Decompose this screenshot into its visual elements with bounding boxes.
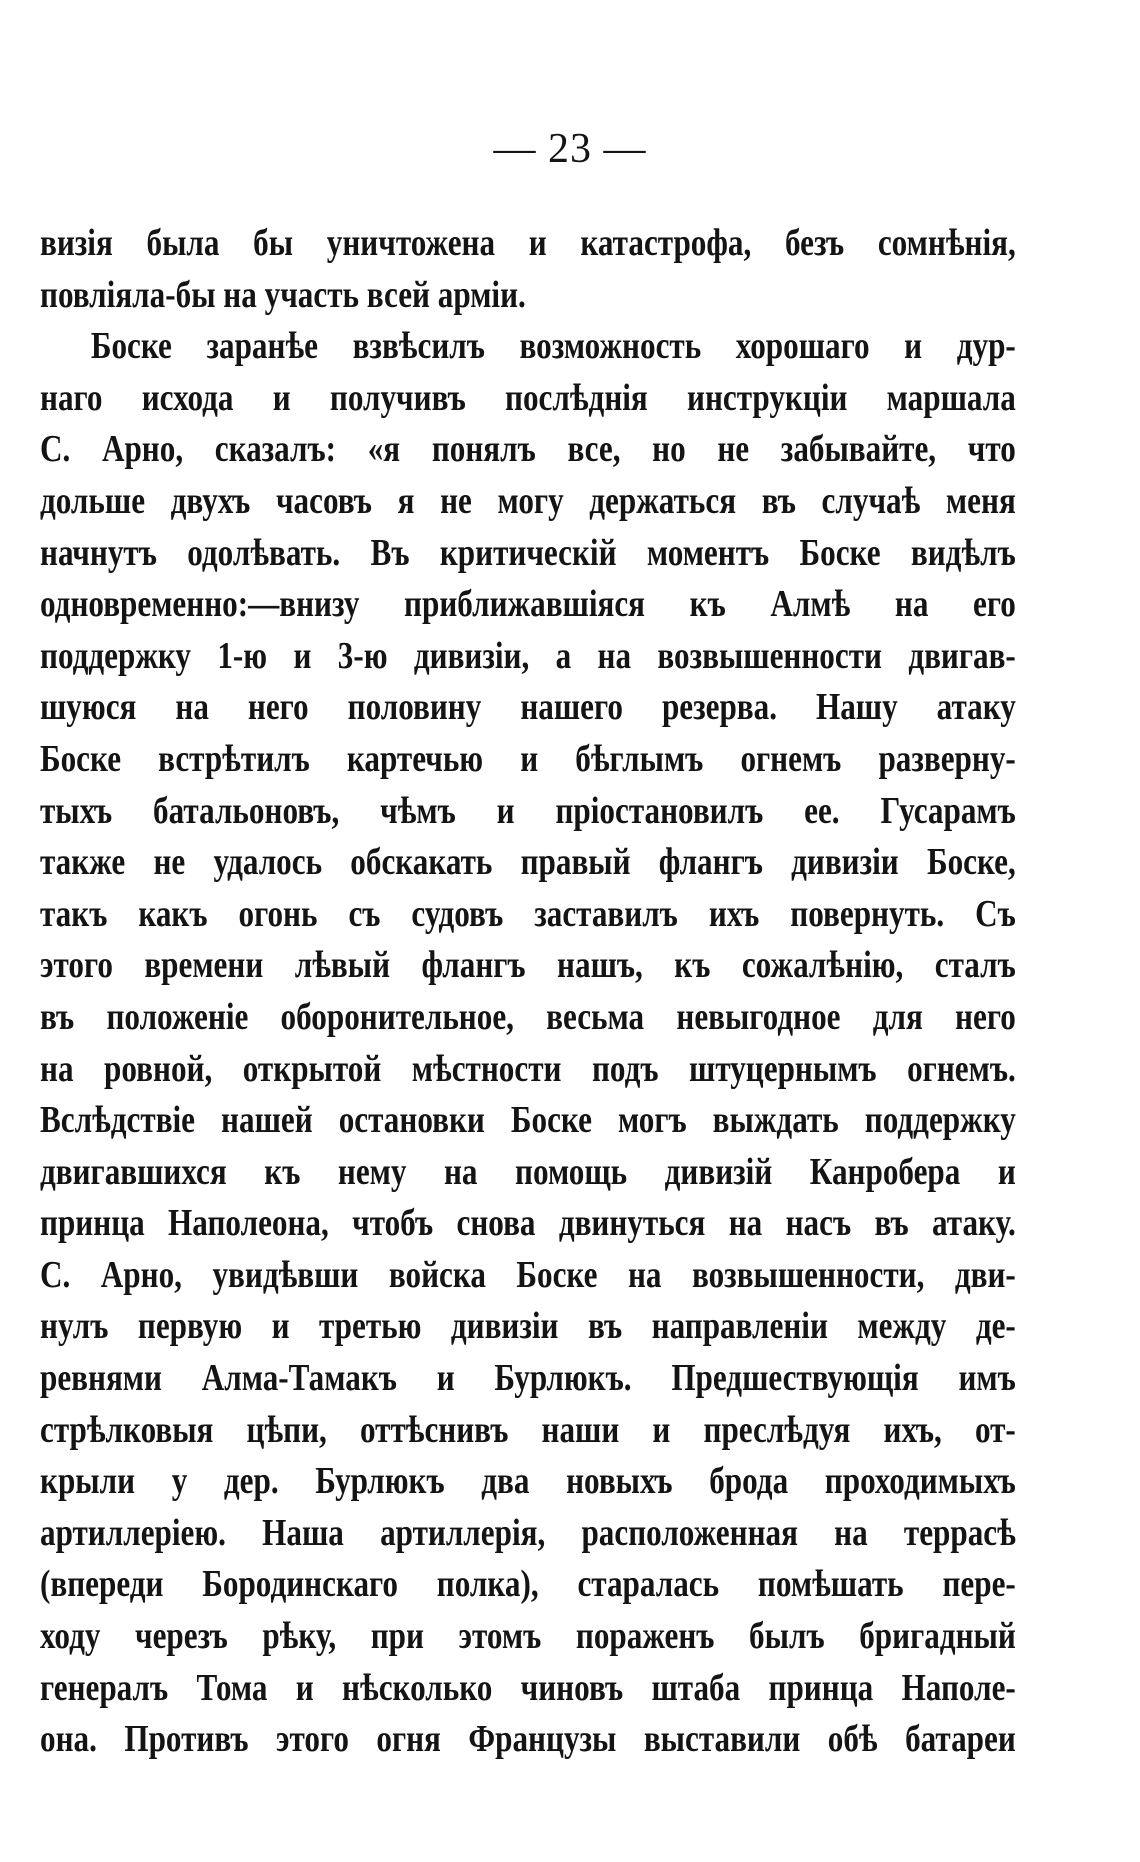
- text-line: ревнями Алма-Тамакъ и Бурлюкъ. Предшествующія имъ: [40, 1357, 1016, 1400]
- text-line: генералъ Тома и нѣсколько чиновъ штаба принца Наполе-: [40, 1666, 1016, 1709]
- text-line: начнутъ одолѣвать. Въ критическій моментъ Боске видѣлъ: [40, 531, 1016, 574]
- text-line: ходу черезъ рѣку, при этомъ пораженъ былъ бригадный: [40, 1615, 1016, 1658]
- text-line: визія была бы уничтожена и катастрофа, безъ сомнѣнія,: [40, 222, 1016, 264]
- text-line: дольше двухъ часовъ я не могу держаться въ случаѣ меня: [40, 479, 1016, 522]
- text-line: двигавшихся къ нему на помощь дивизій Канробера и: [40, 1150, 1016, 1193]
- text-line: въ положеніе оборонительное, весьма невыгодное для него: [40, 995, 1016, 1038]
- text-line: также не удалось обскакать правый флангъ дивизіи Боске,: [40, 841, 1016, 884]
- text-line: тыхъ батальоновъ, чѣмъ и пріостановилъ ее. Гусарамъ: [40, 789, 1016, 832]
- text-line: одновременно:—внизу приближавшіяся къ Алмѣ на его: [40, 583, 1016, 626]
- text-line: стрѣлковыя цѣпи, оттѣснивъ наши и преслѣдуя ихъ, от-: [40, 1408, 1016, 1451]
- text-line: на ровной, открытой мѣстности подъ штуцернымъ огнемъ.: [40, 1047, 1016, 1090]
- text-line: Вслѣдствіе нашей остановки Боске могъ выждать поддержку: [40, 1099, 1016, 1142]
- text-line: нулъ первую и третью дивизіи въ направленіи между де-: [40, 1305, 1016, 1348]
- text-line: крыли у дер. Бурлюкъ два новыхъ брода проходимыхъ: [40, 1460, 1016, 1503]
- body-text: [40, 218, 1016, 1766]
- text-line: Боске заранѣе взвѣсилъ возможность хорошаго и дур-: [90, 325, 1016, 368]
- text-line: Боске встрѣтилъ картечью и бѣглымъ огнемъ разверну-: [40, 737, 1016, 780]
- text-line: (впереди Бородинскаго полка), старалась помѣшать пере-: [40, 1563, 1016, 1606]
- text-line: принца Наполеона, чтобъ снова двинуться на насъ въ атаку.: [40, 1202, 1016, 1245]
- text-line: поддержку 1-ю и 3-ю дивизіи, а на возвышенности двигав-: [40, 634, 1016, 677]
- text-line: она. Противъ этого огня Французы выставили обѣ батареи: [40, 1718, 1016, 1761]
- text-line: наго исхода и получивъ послѣднія инструкціи маршала: [40, 376, 1016, 419]
- text-line: шуюся на него половину нашего резерва. Нашу атаку: [40, 686, 1016, 729]
- text-line: артиллеріею. Наша артиллерія, расположенная на террасѣ: [40, 1511, 1016, 1554]
- text-line: повліяла-бы на участь всей арміи.: [40, 273, 526, 316]
- text-line: С. Арно, увидѣвши войска Боске на возвышенности, дви-: [40, 1253, 1016, 1296]
- page-number: — 23 —: [493, 126, 647, 172]
- text-line: такъ какъ огонь съ судовъ заставилъ ихъ повернуть. Съ: [40, 892, 1016, 935]
- text-line: этого времени лѣвый флангъ нашъ, къ сожалѣнію, сталъ: [40, 944, 1016, 987]
- text-line: С. Арно, сказалъ: «я понялъ все, но не забывайте, что: [40, 428, 1016, 471]
